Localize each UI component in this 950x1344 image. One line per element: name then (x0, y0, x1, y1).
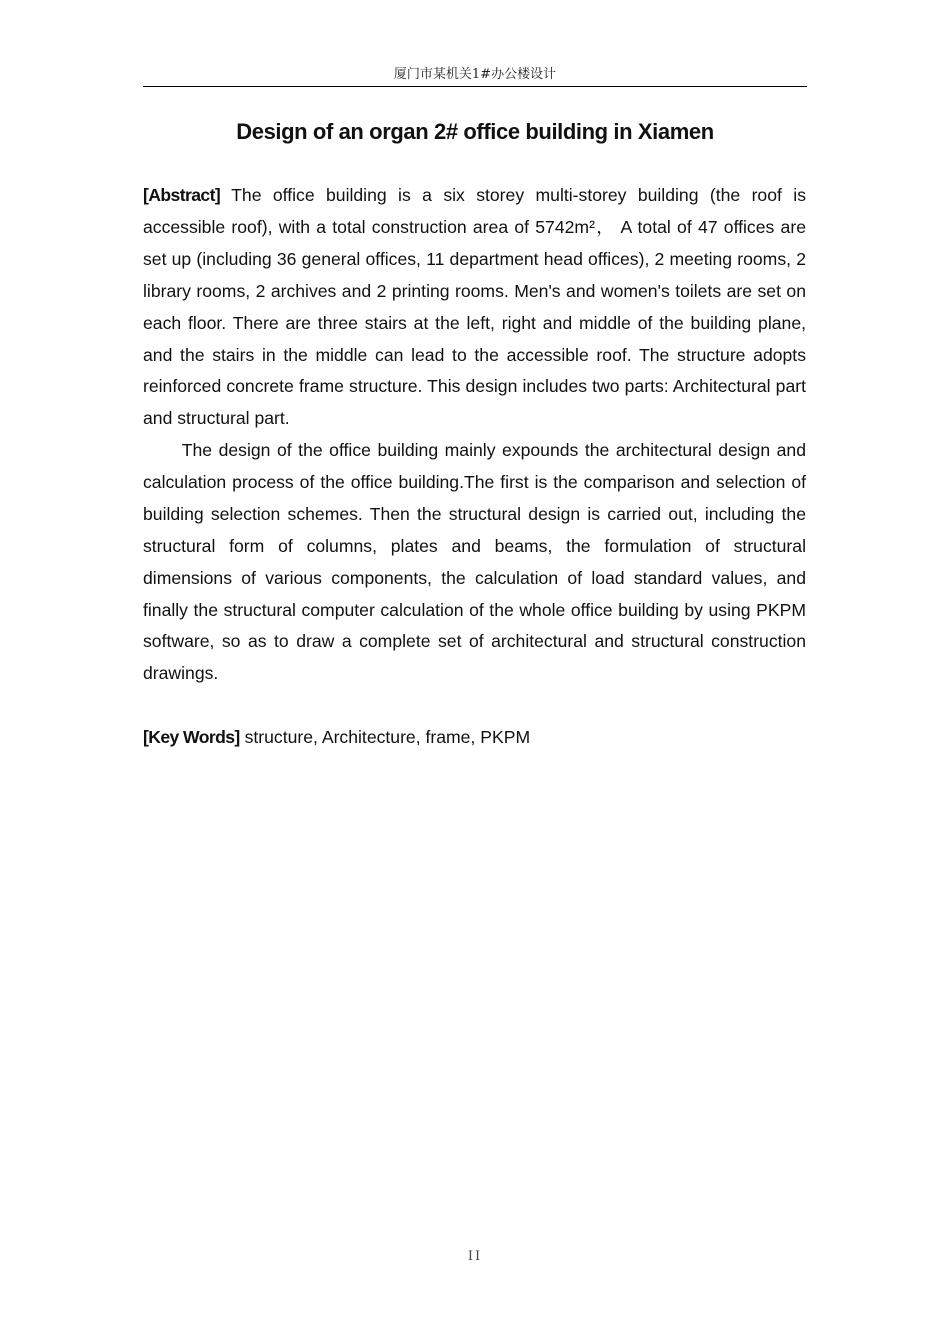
abstract-paragraph-2: The design of the office building mainly expounds the architectural design and calculation process of the office building.The first is the comparison and selection of building selection schemes. Then the structural design is carried out, including the structural form of columns, plates and beams, the formulation of structural dimensions of various components, the calculation of load standard values, and finally the structural computer calculation of the whole office building by using PKPM software, so as to draw a complete set of architectural and structural construction drawings. (143, 440, 806, 684)
document-title: Design of an organ 2# office building in Xiamen (236, 119, 714, 144)
header-rule (143, 86, 807, 87)
keywords-text: structure, Architecture, frame, PKPM (244, 727, 531, 747)
page-number: II (467, 1249, 483, 1264)
abstract-text: The office building is a six storey multi-storey building (the roof is accessible roof), with a total construction area of 5742m²， A total of 47 offices are set up (including 36 general offices, 11 department head offices), 2 meeting rooms, 2 library rooms, 2 archives and 2 printing rooms. Men's and women's toilets are set on each floor. There are three stairs at the left, right and middle of the building plane, and the stairs in the middle can lead to the accessible roof. The structure adopts reinforced concrete frame structure. This design includes two parts: Architectural part and structural part. (143, 185, 806, 429)
keywords-label: [Key Words] (143, 727, 240, 747)
keywords-line (143, 722, 806, 754)
abstract-label: [Abstract] (143, 185, 221, 205)
abstract-paragraph (143, 180, 806, 435)
running-header: 厦门市某机关1#办公楼设计 (393, 67, 557, 82)
